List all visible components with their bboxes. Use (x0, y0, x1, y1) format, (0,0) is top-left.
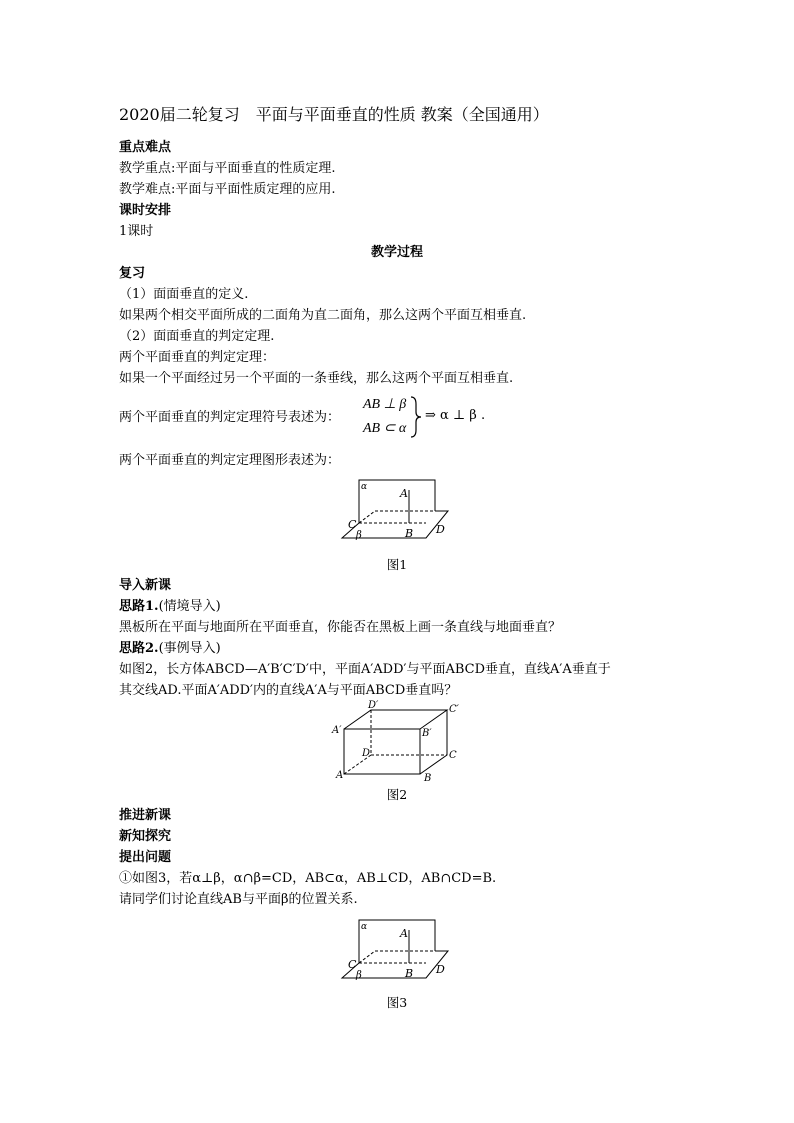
fig1-label-C: C (348, 518, 357, 531)
fig3-label-alpha: α (361, 922, 368, 932)
fig1-label-D: D (436, 523, 445, 536)
right-brace-icon (409, 396, 423, 438)
idea-2-note: (事例导入) (158, 641, 221, 656)
figure-1-diagram (340, 478, 460, 548)
section-heading-explore: 新知探究 (119, 829, 172, 844)
section-heading-review: 复习 (119, 266, 146, 281)
fig3-label-A: A (400, 927, 408, 940)
review-item-1: （1）面面垂直的定义. (119, 287, 249, 302)
class-hours-text: 1课时 (119, 224, 154, 239)
review-item-1-text: 如果两个相交平面所成的二面角为直二面角，那么这两个平面互相垂直. (119, 308, 527, 323)
review-item-2-label: 两个平面垂直的判定定理： (119, 350, 276, 365)
section-heading-new: 推进新课 (119, 808, 172, 823)
fig3-label-beta: β (356, 970, 362, 981)
idea-2-text-1: 如图2，长方体ABCD—A′B′C′D′中，平面A′ADD′与平面ABCD垂直，直线A′A垂直于 (119, 662, 611, 677)
fig3-label-D: D (436, 963, 445, 976)
fig2-label-D1: D′ (368, 700, 379, 711)
section-heading-intro: 导入新课 (119, 578, 172, 593)
idea-2-line (119, 639, 221, 659)
document-title: 2020届二轮复习 平面与平面垂直的性质 教案（全国通用） (119, 105, 549, 124)
difficult-point-text: 教学难点:平面与平面性质定理的应用. (119, 182, 336, 197)
idea-1-label: 思路1. (119, 599, 159, 614)
figure-3-diagram (340, 918, 460, 988)
fig2-label-C1: C′ (449, 704, 459, 715)
fig2-label-A1: A′ (332, 725, 342, 736)
fig2-label-B: B (424, 773, 432, 784)
section-heading-key-points: 重点难点 (119, 140, 172, 155)
section-heading-question: 提出问题 (119, 850, 172, 865)
review-item-2-text: 如果一个平面经过另一个平面的一条垂线，那么这两个平面互相垂直. (119, 371, 514, 386)
formula-line-2: AB ⊂ α (363, 421, 407, 436)
formula-line-1: AB ⊥ β (363, 397, 407, 412)
fig2-label-C: C (449, 750, 457, 761)
question-1: ①如图3，若α⊥β，α∩β=CD，AB⊂α，AB⊥CD，AB∩CD=B. (119, 871, 497, 886)
formula-result: ⇒ α ⊥ β . (425, 408, 486, 423)
fig2-label-B1: B′ (422, 728, 432, 739)
symbol-label: 两个平面垂直的判定定理符号表述为： (119, 410, 341, 425)
graph-label: 两个平面垂直的判定定理图形表述为： (119, 453, 341, 468)
fig2-label-D: D (362, 748, 371, 759)
fig1-label-beta: β (356, 530, 362, 541)
section-heading-schedule: 课时安排 (119, 203, 172, 218)
idea-1-note: (情境导入) (158, 599, 221, 614)
figure-1-caption: 图1 (386, 557, 408, 572)
idea-1-text: 黑板所在平面与地面所在平面垂直，你能否在黑板上画一条直线与地面垂直？ (119, 620, 562, 635)
idea-2-label: 思路2. (119, 641, 159, 656)
figure-2-caption: 图2 (386, 787, 408, 802)
fig2-label-A: A (336, 770, 344, 781)
figure-3-caption: 图3 (386, 995, 408, 1010)
idea-1-line (119, 597, 221, 617)
fig1-label-B: B (405, 527, 414, 540)
fig3-label-B: B (405, 967, 414, 980)
process-title: 教学过程 (370, 245, 423, 260)
fig3-label-C: C (348, 958, 357, 971)
question-1-text: 请同学们讨论直线AB与平面β的位置关系. (119, 892, 358, 907)
figure-2-diagram (330, 700, 470, 785)
theorem-formula (359, 394, 499, 442)
review-item-2: （2）面面垂直的判定定理. (119, 329, 275, 344)
idea-2-text-2: 其交线AD.平面A′ADD′内的直线A′A与平面ABCD垂直吗？ (119, 683, 458, 698)
key-point-text: 教学重点:平面与平面垂直的性质定理. (119, 161, 336, 176)
fig1-label-alpha: α (361, 482, 368, 492)
fig1-label-A: A (400, 487, 408, 500)
